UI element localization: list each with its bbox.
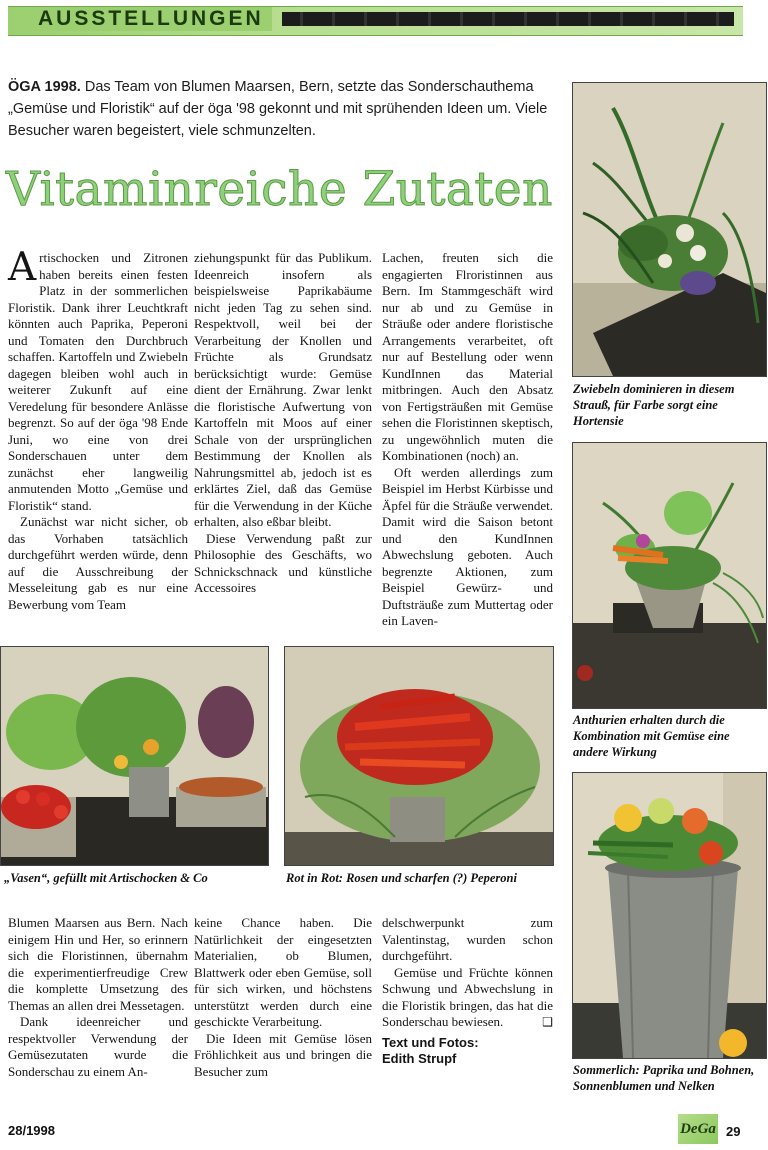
body-paragraph: Die Ideen mit Gemüse lösen Fröhlichkeit aus und bringen die Besucher zum xyxy=(194,1030,372,1079)
lead-kicker: ÖGA 1998. xyxy=(8,79,81,95)
body-paragraph: keine Chance haben. Die Natürlichkeit der eingesetzten Materialien, ob Blumen, Blattwerk oder eben Gemüse, soll für sich wirken, und höchstens unterstützt werden durch eine geschickte Verarbeitung. xyxy=(194,915,372,1029)
issue-number: 28/1998 xyxy=(8,1123,55,1138)
caption-photo1: Zwiebeln dominieren in diesem Strauß, für Farbe sorgt eine Hortensie xyxy=(573,382,735,428)
body-paragraph: Lachen, freuten sich die engagierten Flroristinnen aus Bern. Im Stammgeschäft wird nur ab und zu Gemüse in Sträuße oder andere floristische Arrangements verarbeitet, oft nur auf Bestellung oder wenn KundInnen das Material mitbringen. Auch den Absatz von Fertigsträußen mit Gemüse sehen die Floristinnen skeptisch, zu ungewöhnlich muten die Kombinationen (noch) an. xyxy=(382,250,553,463)
photo-bucket-arrangement xyxy=(572,772,767,1059)
body-column-6 xyxy=(382,915,553,1068)
body-column-1 xyxy=(8,245,188,613)
drop-cap: A xyxy=(8,245,37,290)
body-paragraph: Zunächst war nicht sicher, ob das Vorhaben tatsächlich durchgeführt werden würde, denn auf die Ausschreibung der Messeleitung gab es nur eine Bewerbung vom Team xyxy=(8,514,188,612)
body-column-5 xyxy=(194,915,372,1080)
body-paragraph: Gemüse und Früchte können Schwung und Abwechslung in die Floristik bringen, das hat die Sonderschau bewiesen. xyxy=(382,964,553,1029)
dega-logo: DeGa xyxy=(678,1114,718,1144)
body-column-4 xyxy=(8,915,188,1080)
page-number: 29 xyxy=(726,1124,741,1139)
end-mark-icon: ❑ xyxy=(542,1015,553,1029)
lead-paragraph xyxy=(8,76,548,142)
body-paragraph: rtischocken und Zitronen haben bereits einen festen Platz in der sommerlichen Floristik. Dank ihrer Leuchtkraft könnten auch Paprika, Peperoni und Tomaten den Durchbruch schaffen. Kartoffeln und Zwiebeln dagegen bleiben wohl auch in weiterer Zukunft auf eine Veredelung für besondere Anlässe begrenzt. So auf der öga '98 Ende Juni, wo eine von drei Sonderschauen unter dem zunächst eher langweilig anmutenden Motto „Gemüse und Floristik“ stand. xyxy=(8,250,188,513)
body-paragraph: Dank ideenreicher und respektvoller Verwendung der Gemüsezutaten wurde die Sonderschau zu einem An- xyxy=(8,1014,188,1079)
body-paragraph: delschwerpunkt zum Valentinstag, wurden schon durchgeführt. xyxy=(382,915,553,963)
body-column-2 xyxy=(194,250,372,597)
caption-photo2: Anthurien erhalten durch die Kombination mit Gemüse eine andere Wirkung xyxy=(573,713,730,759)
article-headline: Vitaminreiche Zutaten xyxy=(6,162,553,217)
body-column-3 xyxy=(382,250,553,630)
photo-vases-artichokes xyxy=(0,646,269,866)
lead-text: Das Team von Blumen Maarsen, Bern, setzte das Sonderschauthema „Gemüse und Floristik“ auf der öga '98 gekonnt und mit sprühenden Ideen um. Viele Besucher waren begeistert, viele schmunzelten. xyxy=(8,79,548,139)
caption-photo4: „Vasen“, gefüllt mit Artischocken & Co xyxy=(4,871,208,885)
photo-onion-bouquet xyxy=(572,82,767,377)
credit-name: Edith Strupf xyxy=(382,1051,457,1066)
caption-photo3: Sommerlich: Paprika und Bohnen, Sonnenblumen und Nelken xyxy=(573,1063,755,1093)
credit-label: Text und Fotos: xyxy=(382,1034,479,1050)
photo-red-peperoni xyxy=(284,646,554,866)
caption-photo5: Rot in Rot: Rosen und scharfen (?) Peperoni xyxy=(286,871,517,885)
body-paragraph: ziehungspunkt für das Publikum. Ideenreich insofern als beispielsweise Paprikabäume nicht jeden Tag zu sehen sind. Respektvoll, weil bei der Verarbeitung der Knollen und Früchte als Grundsatz berücksichtigt wurde: Gemüse dient der Ernährung. Zwar lenkt die floristische Aufwertung von Kartoffeln mit Moos auf einer Schale von der ursprünglichen Bestimmung der Knollen als Nahrungsmittel ab, jedoch ist es erklärtes Ziel, daß das Gemüse für die Verwendung in der Küche erhalten, also eßbar bleibt. xyxy=(194,250,372,529)
body-paragraph: Blumen Maarsen aus Bern. Nach einigem Hin und Her, so erinnern sich die Floristinnen, übernahm die experimentierfreudige Crew die komplette Umsetzung des Themas an allen drei Messetagen. xyxy=(8,915,188,1013)
header-decoration-bar xyxy=(282,12,734,26)
body-paragraph: Diese Verwendung paßt zur Philosophie des Geschäfts, wo Schnickschnack und künstliche Accessoires xyxy=(194,530,372,595)
body-paragraph: Oft werden allerdings zum Beispiel im Herbst Kürbisse und Äpfel für die Sträuße verwendet. Damit wird die Saison betont und den KundInnen Abwechslung geboten. Auch begrenzte Aktionen, zum Beispiel Gewürz- und Duftsträuße zum Muttertag oder ein Laven- xyxy=(382,464,553,628)
photo-anthurium-arrangement xyxy=(572,442,767,709)
section-label: AUSSTELLUNGEN xyxy=(30,7,272,31)
